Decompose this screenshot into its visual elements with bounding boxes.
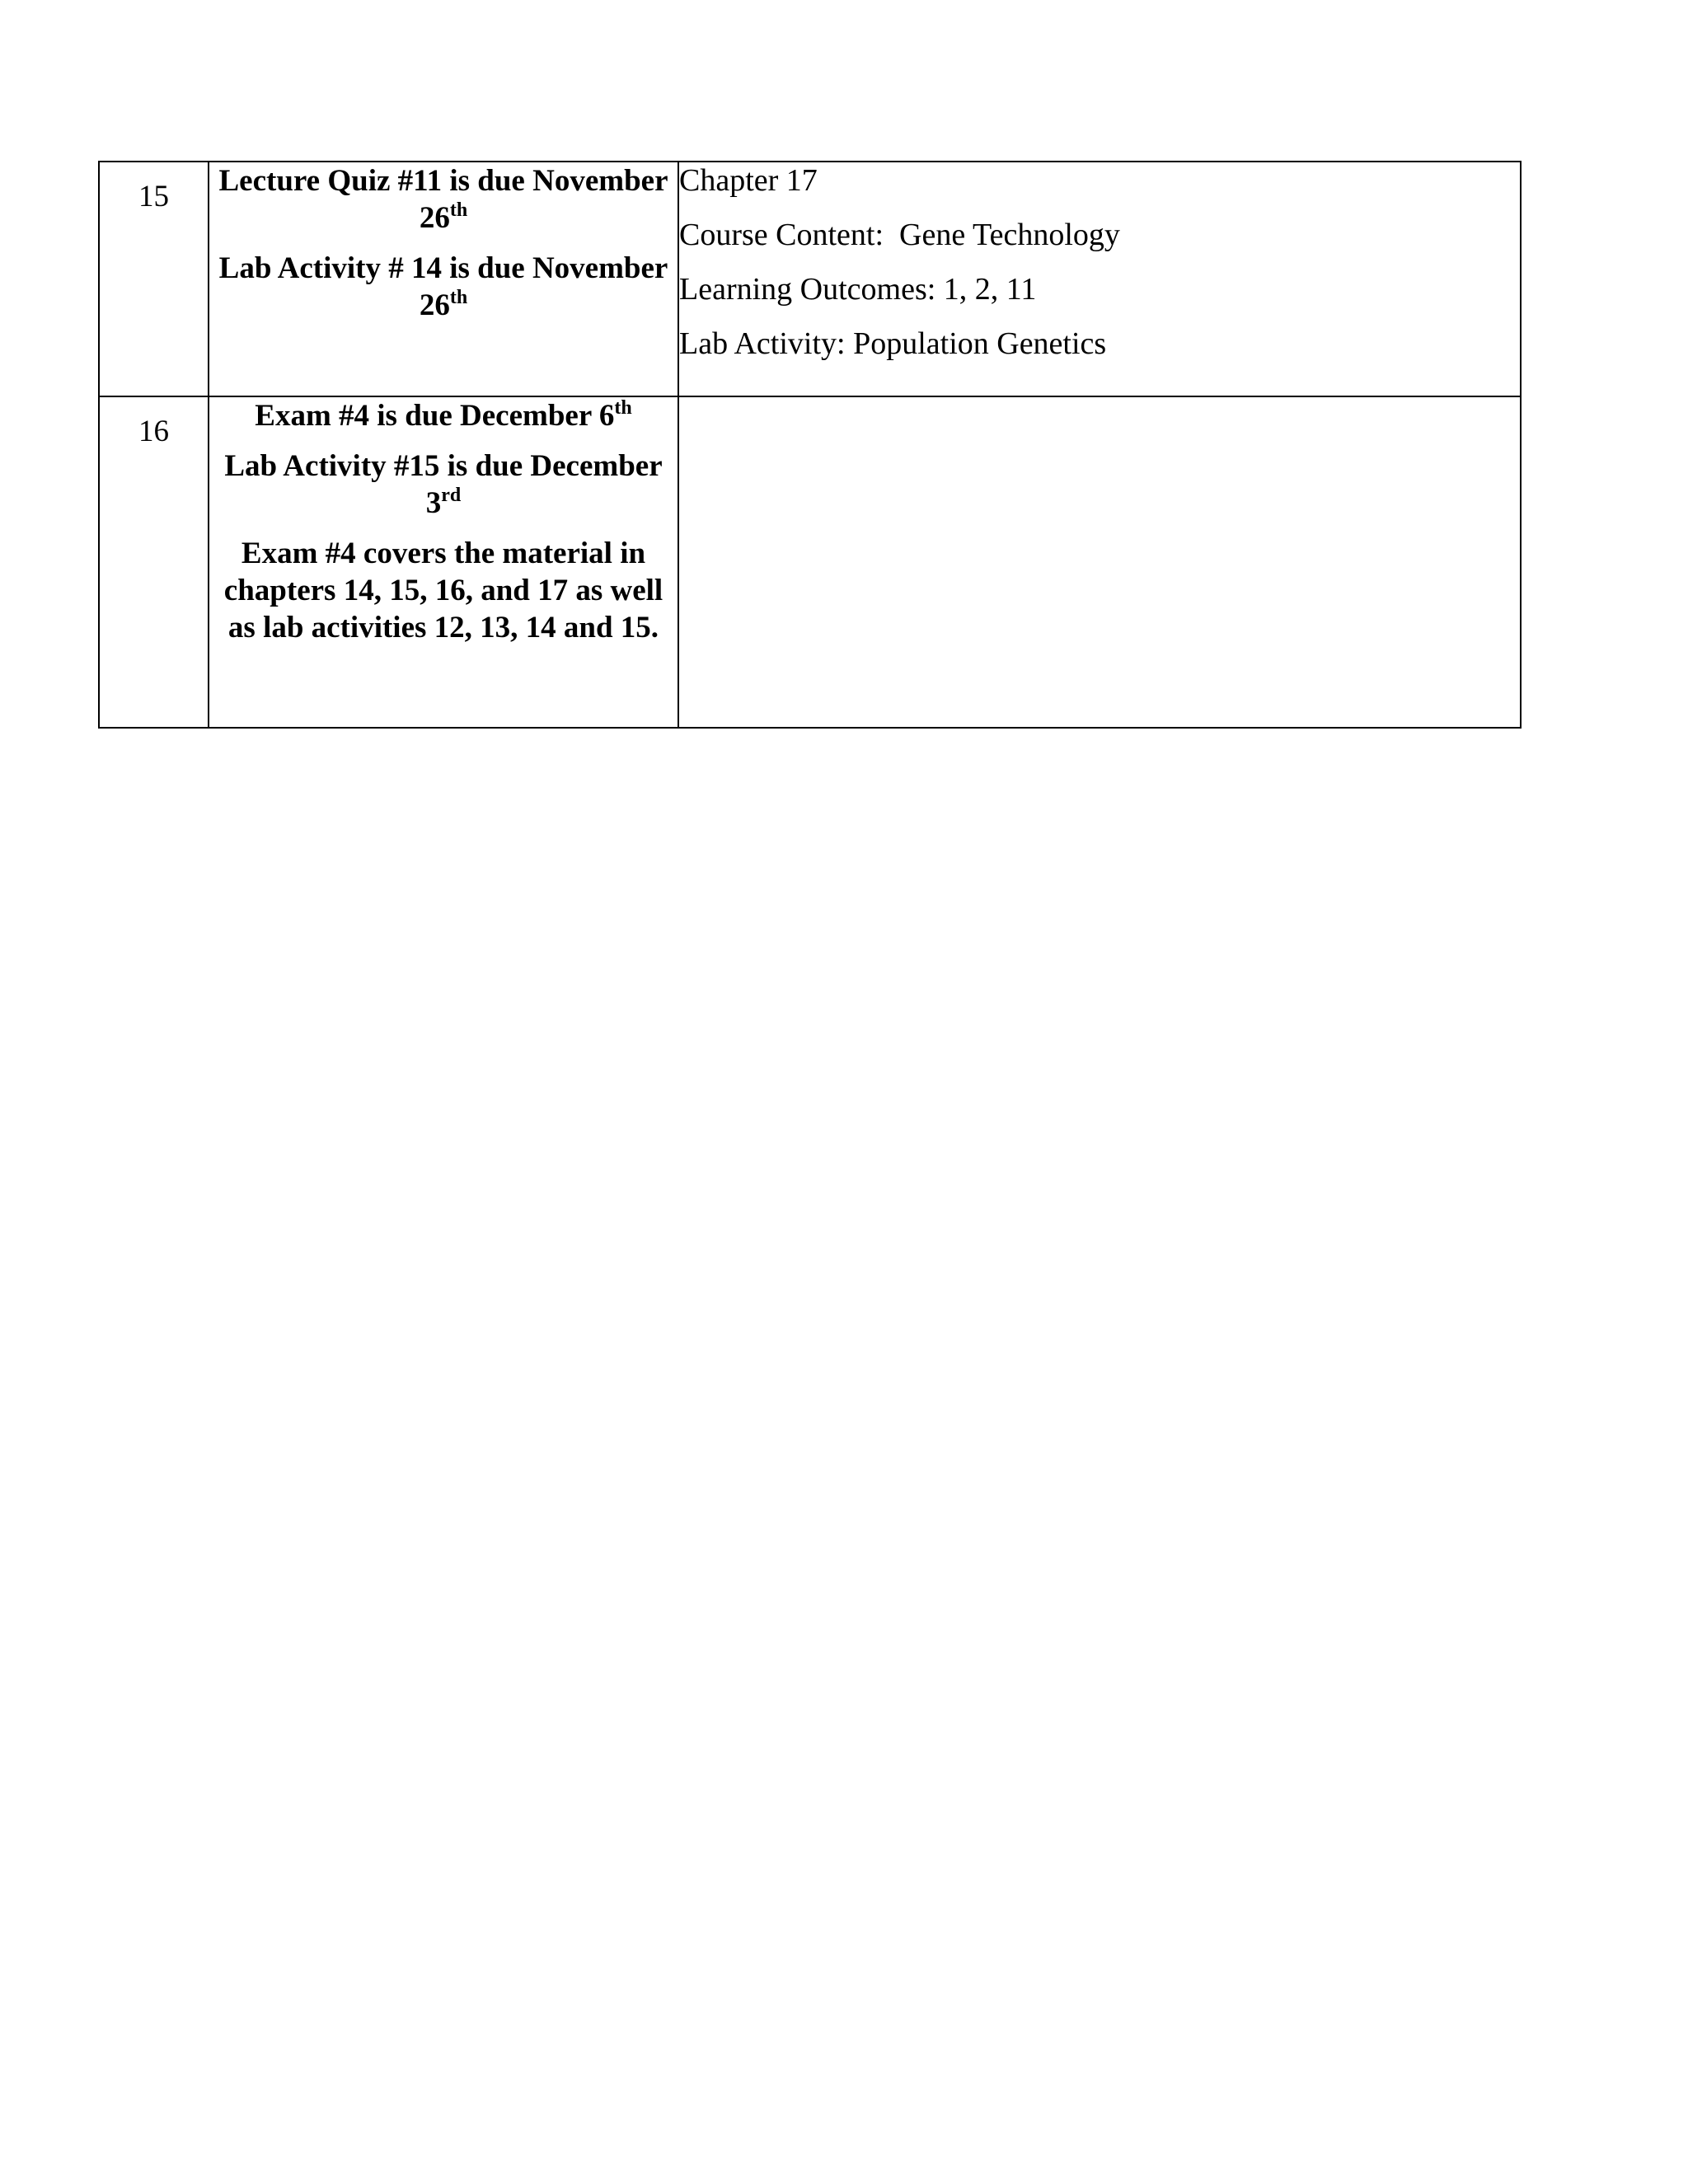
course-content-line: Course Content: Gene Technology: [679, 218, 1120, 252]
due-item: Lab Activity #15 is due December 3rd: [224, 449, 663, 520]
due-items-cell: [209, 396, 678, 728]
content-cell: [678, 162, 1521, 396]
learning-outcomes-line: Learning Outcomes: 1, 2, 11: [679, 272, 1037, 307]
due-items-cell: [209, 162, 678, 396]
due-item: Exam #4 is due December 6th: [255, 397, 632, 433]
table-row: [99, 162, 1521, 396]
table-row: [99, 396, 1521, 728]
lab-activity-line: Lab Activity: Population Genetics: [679, 326, 1107, 361]
content-cell: [678, 396, 1521, 728]
week-cell: [99, 162, 209, 396]
week-number: 16: [138, 415, 169, 448]
exam-coverage-note: Exam #4 covers the material in chapters 14, 15, 16, and 17 as well as lab activities 12, 13, 14 and 15.: [223, 537, 663, 644]
due-item: Lecture Quiz #11 is due November 26th: [218, 164, 668, 235]
schedule-table: [98, 161, 1522, 729]
chapter-line: Chapter 17: [679, 163, 818, 198]
due-item: Lab Activity # 14 is due November 26th: [218, 251, 668, 322]
week-number: 15: [138, 180, 169, 213]
week-cell: [99, 396, 209, 728]
